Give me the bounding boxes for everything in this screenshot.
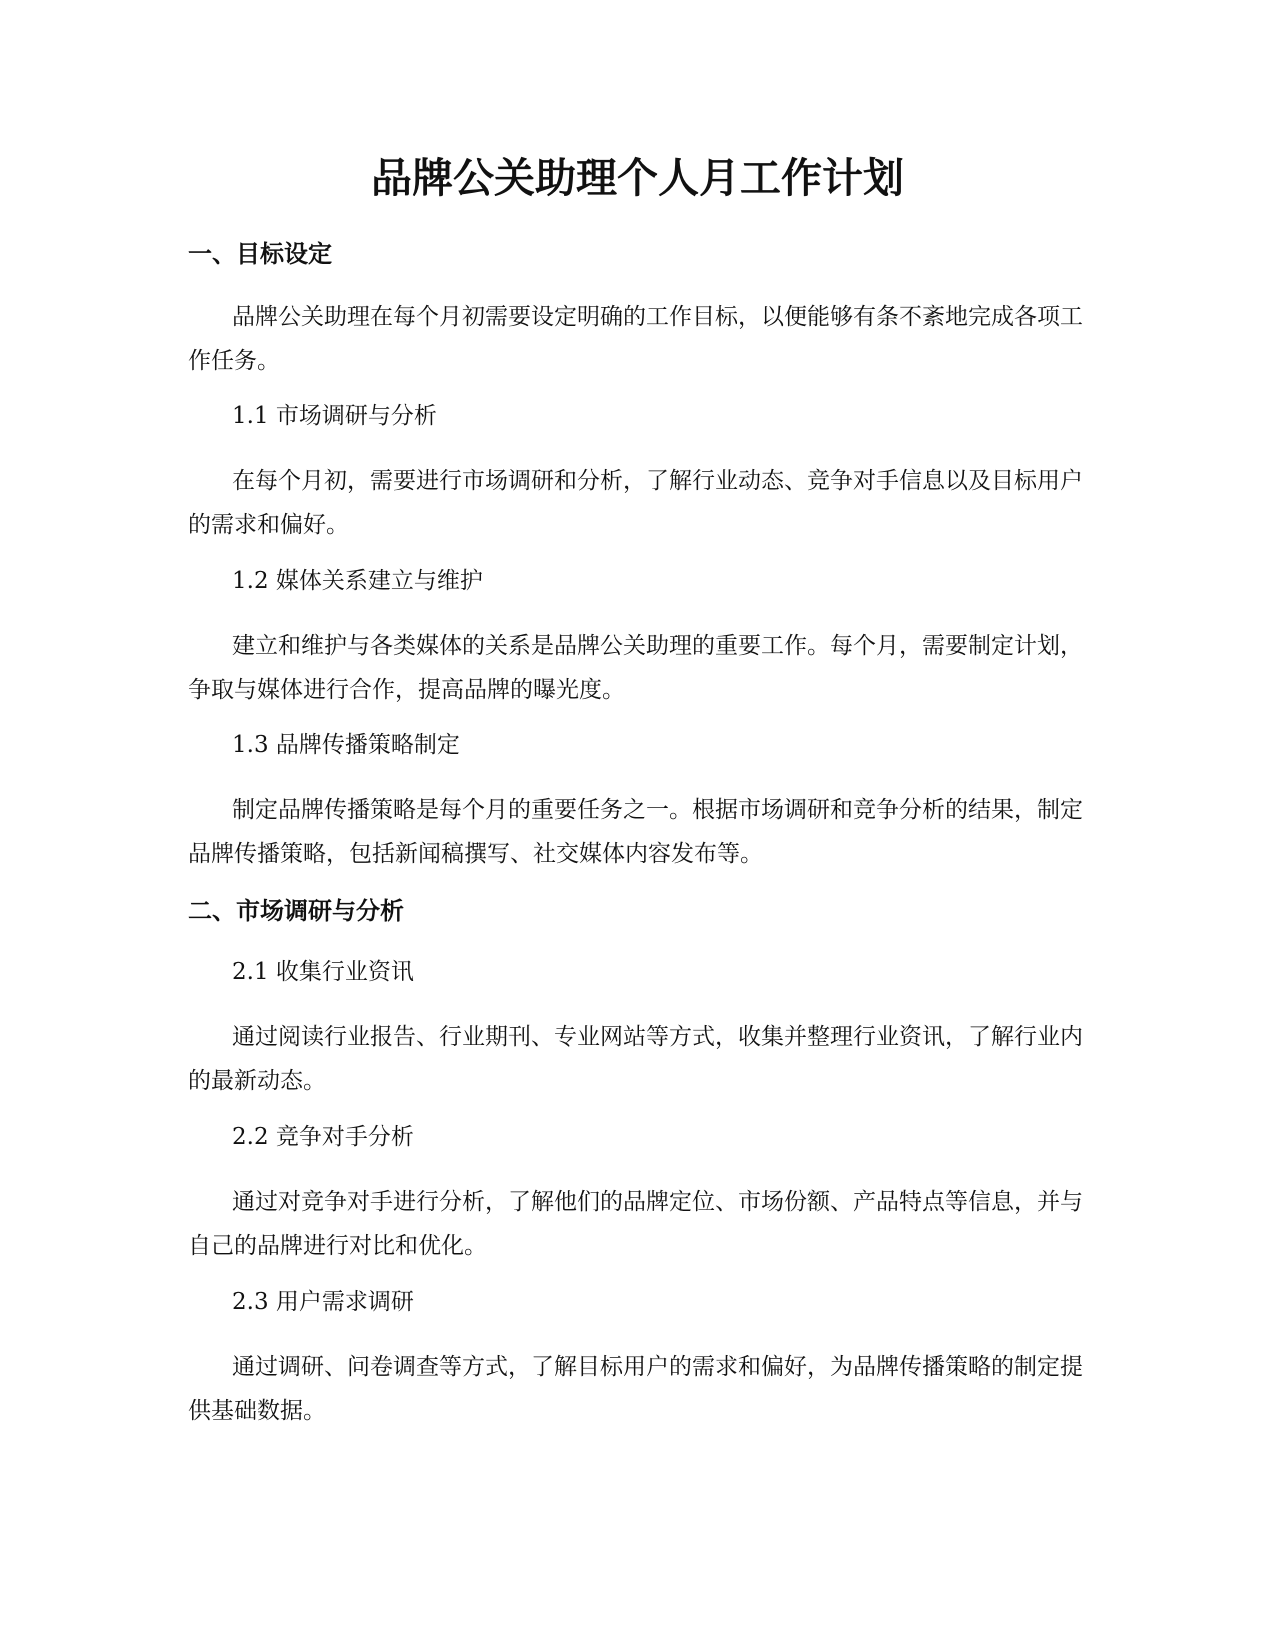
body-paragraph: 制定品牌传播策略是每个月的重要任务之一。根据市场调研和竞争分析的结果，制定品牌传播策略，包括新闻稿撰写、社交媒体内容发布等。 bbox=[188, 797, 1083, 867]
section-heading: 二、市场调研与分析 bbox=[188, 897, 404, 925]
subsection-heading: 2.3 用户需求调研 bbox=[232, 1289, 414, 1315]
body-paragraph: 通过调研、问卷调查等方式，了解目标用户的需求和偏好，为品牌传播策略的制定提供基础数据。 bbox=[188, 1354, 1083, 1424]
body-paragraph: 通过阅读行业报告、行业期刊、专业网站等方式，收集并整理行业资讯，了解行业内的最新动态。 bbox=[188, 1024, 1083, 1094]
subsection-heading: 1.3 品牌传播策略制定 bbox=[232, 732, 460, 758]
section-intro-paragraph: 品牌公关助理在每个月初需要设定明确的工作目标，以便能够有条不紊地完成各项工作任务。 bbox=[188, 304, 1083, 374]
body-paragraph: 通过对竞争对手进行分析，了解他们的品牌定位、市场份额、产品特点等信息，并与自己的品牌进行对比和优化。 bbox=[188, 1189, 1083, 1259]
subsection-heading: 1.2 媒体关系建立与维护 bbox=[232, 568, 483, 594]
section-heading: 一、目标设定 bbox=[188, 240, 332, 268]
subsection-heading: 2.2 竞争对手分析 bbox=[232, 1124, 414, 1150]
body-paragraph: 在每个月初，需要进行市场调研和分析，了解行业动态、竞争对手信息以及目标用户的需求和偏好。 bbox=[188, 468, 1083, 538]
subsection-heading: 2.1 收集行业资讯 bbox=[232, 959, 414, 985]
subsection-heading: 1.1 市场调研与分析 bbox=[232, 403, 437, 429]
body-paragraph: 建立和维护与各类媒体的关系是品牌公关助理的重要工作。每个月，需要制定计划，争取与媒体进行合作，提高品牌的曝光度。 bbox=[188, 633, 1083, 703]
document-title: 品牌公关助理个人月工作计划 bbox=[371, 154, 904, 202]
